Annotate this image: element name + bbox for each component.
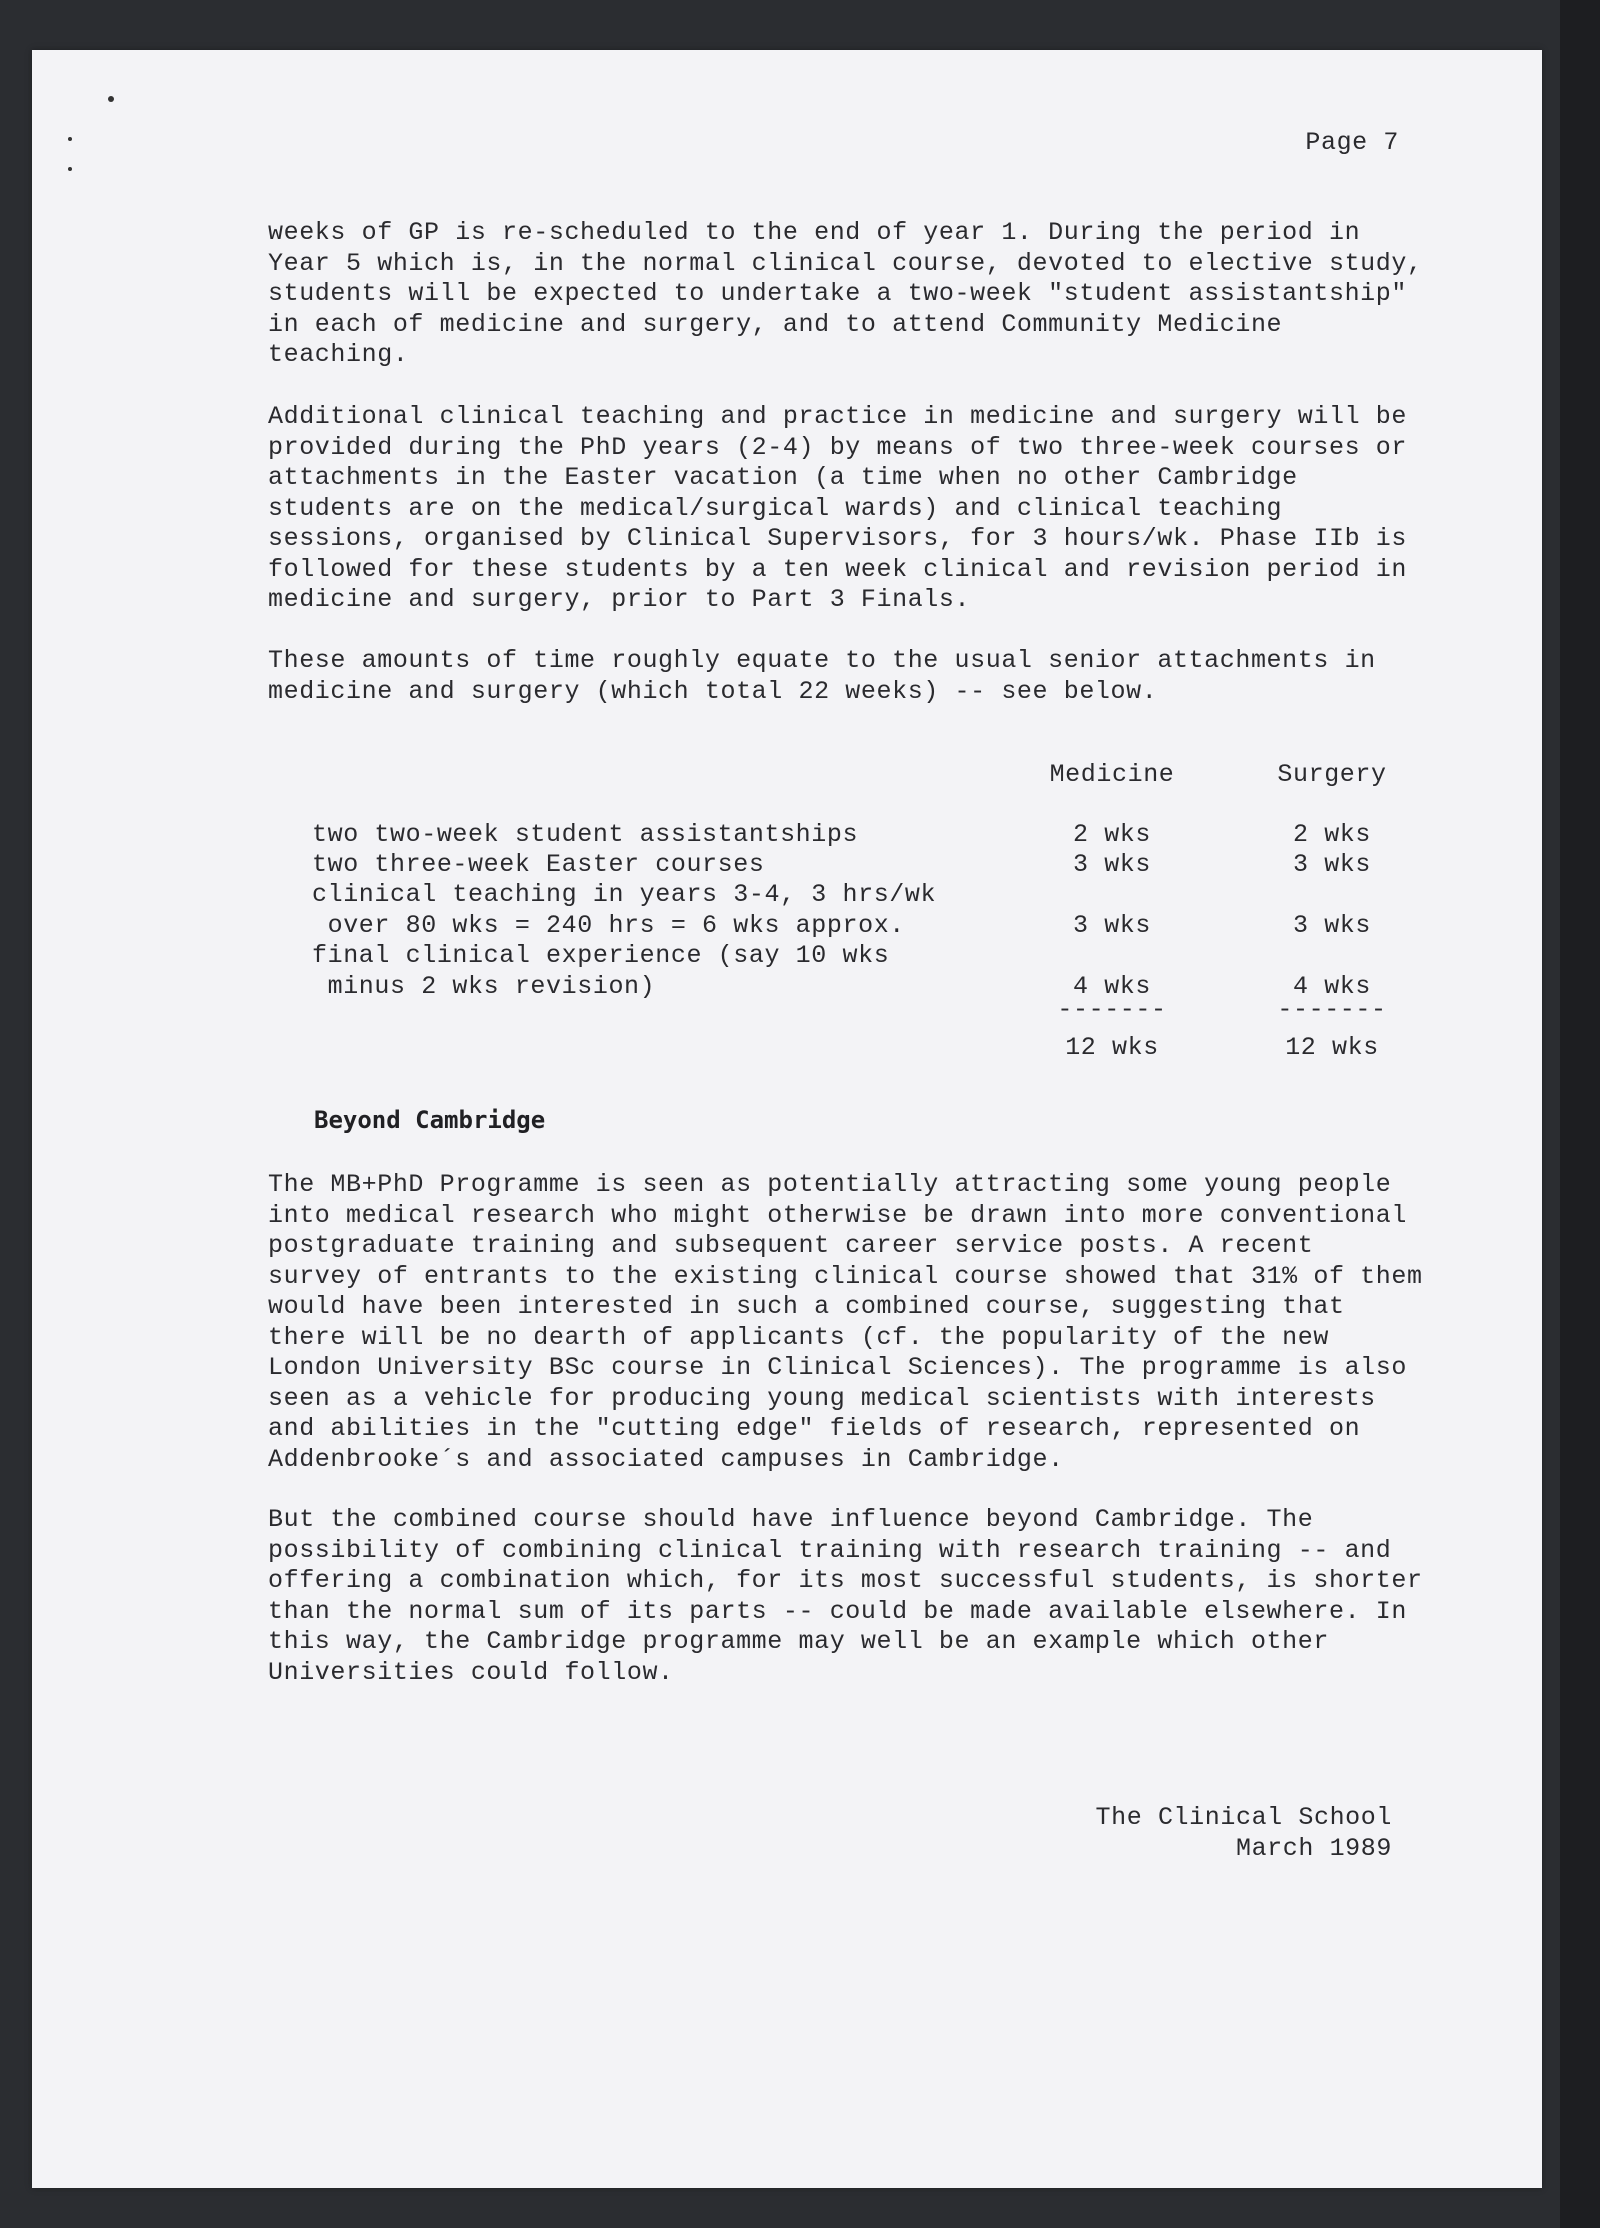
section-heading: Beyond Cambridge	[314, 1106, 546, 1134]
document-page	[32, 50, 1542, 2188]
punch-mark	[108, 96, 114, 102]
column-header-medicine: Medicine	[1049, 760, 1175, 789]
total-surgery: 12 wks	[1285, 1033, 1379, 1062]
signoff	[1096, 1802, 1392, 1864]
text-line: offering a combination which, for its most successful students, is shorter	[268, 1566, 1423, 1595]
text-line: London University BSc course in Clinical Sciences). The programme is also	[268, 1353, 1407, 1382]
text-line: students will be expected to undertake a two-week "student assistantship"	[268, 279, 1407, 308]
text-line: sessions, organised by Clinical Supervisors, for 3 hours/wk. Phase IIb is	[268, 524, 1407, 553]
total-rule: -------	[1277, 995, 1387, 1024]
paragraph-programme-appeal	[268, 1170, 1426, 1475]
scanner-backdrop	[1560, 0, 1600, 2228]
text-line: medicine and surgery, prior to Part 3 Finals.	[268, 585, 971, 614]
text-line: students are on the medical/surgical wards) and clinical teaching	[268, 493, 1283, 523]
text-line: there will be no dearth of applicants (cf. the popularity of the new	[268, 1322, 1329, 1352]
paragraph-wider-influence	[268, 1505, 1426, 1688]
attachment-weeks-table	[312, 750, 1432, 1110]
table-cell-medicine: 3 wks	[1072, 911, 1151, 940]
table-cell-medicine: 4 wks	[1072, 972, 1151, 1001]
text-line: this way, the Cambridge programme may well be an example which other	[268, 1627, 1329, 1656]
table-row-label: two three-week Easter courses	[312, 850, 765, 879]
text-line: Additional clinical teaching and practice in medicine and surgery will be	[268, 402, 1407, 431]
table-cell-surgery: 3 wks	[1292, 850, 1371, 879]
text-line: and abilities in the "cutting edge" fields of research, represented on	[268, 1414, 1361, 1443]
text-line: possibility of combining clinical training with research training -- and	[268, 1535, 1392, 1565]
text-line: But the combined course should have influence beyond Cambridge. The	[268, 1505, 1314, 1534]
text-line: Universities could follow.	[268, 1657, 674, 1687]
table-cell-surgery: 3 wks	[1292, 911, 1371, 940]
text-line: seen as a vehicle for producing young medical scientists with interests	[268, 1383, 1376, 1413]
text-line: teaching.	[268, 340, 409, 369]
text-line: would have been interested in such a combined course, suggesting that	[268, 1292, 1345, 1321]
signoff-organisation: The Clinical School	[1095, 1803, 1392, 1832]
table-row-label: over 80 wks = 240 hrs = 6 wks approx.	[312, 911, 905, 940]
text-line: than the normal sum of its parts -- could be made available elsewhere. In	[268, 1596, 1407, 1626]
text-line: into medical research who might otherwise be drawn into more conventional	[268, 1200, 1407, 1230]
text-line: attachments in the Easter vacation (a time when no other Cambridge	[268, 463, 1298, 492]
paragraph-time-equivalence	[268, 646, 1426, 707]
table-cell-surgery: 4 wks	[1292, 972, 1371, 1001]
table-cell-medicine: 3 wks	[1072, 850, 1151, 879]
punch-mark	[68, 137, 72, 141]
paragraph-schedule	[268, 218, 1426, 371]
paragraph-additional-teaching	[268, 402, 1426, 616]
text-line: Addenbrooke´s and associated campuses in Cambridge.	[268, 1444, 1064, 1474]
text-line: followed for these students by a ten week clinical and revision period in	[268, 554, 1407, 584]
text-line: weeks of GP is re-scheduled to the end of year 1. During the period in	[268, 218, 1361, 247]
text-line: provided during the PhD years (2-4) by means of two three-week courses or	[268, 432, 1407, 462]
text-line: These amounts of time roughly equate to the usual senior attachments in	[268, 646, 1376, 675]
text-line: Year 5 which is, in the normal clinical course, devoted to elective study,	[268, 248, 1423, 278]
punch-mark	[68, 167, 72, 171]
text-line: medicine and surgery (which total 22 weeks) -- see below.	[268, 676, 1158, 706]
total-rule: -------	[1057, 995, 1167, 1024]
signoff-date: March 1989	[1235, 1834, 1392, 1863]
column-header-surgery: Surgery	[1277, 760, 1387, 789]
table-cell-medicine: 2 wks	[1072, 820, 1151, 849]
table-row-label: two two-week student assistantships	[312, 820, 859, 849]
text-line: postgraduate training and subsequent career service posts. A recent	[268, 1231, 1314, 1260]
table-row-label: final clinical experience (say 10 wks	[312, 941, 890, 970]
text-line: survey of entrants to the existing clinical course showed that 31% of them	[268, 1261, 1423, 1291]
table-row-label: clinical teaching in years 3-4, 3 hrs/wk	[312, 880, 937, 909]
total-medicine: 12 wks	[1065, 1033, 1159, 1062]
table-row-label: minus 2 wks revision)	[312, 972, 656, 1001]
text-line: The MB+PhD Programme is seen as potentially attracting some young people	[268, 1170, 1392, 1199]
page-number: Page 7	[1305, 128, 1399, 157]
text-line: in each of medicine and surgery, and to attend Community Medicine	[268, 309, 1283, 339]
table-cell-surgery: 2 wks	[1292, 820, 1371, 849]
